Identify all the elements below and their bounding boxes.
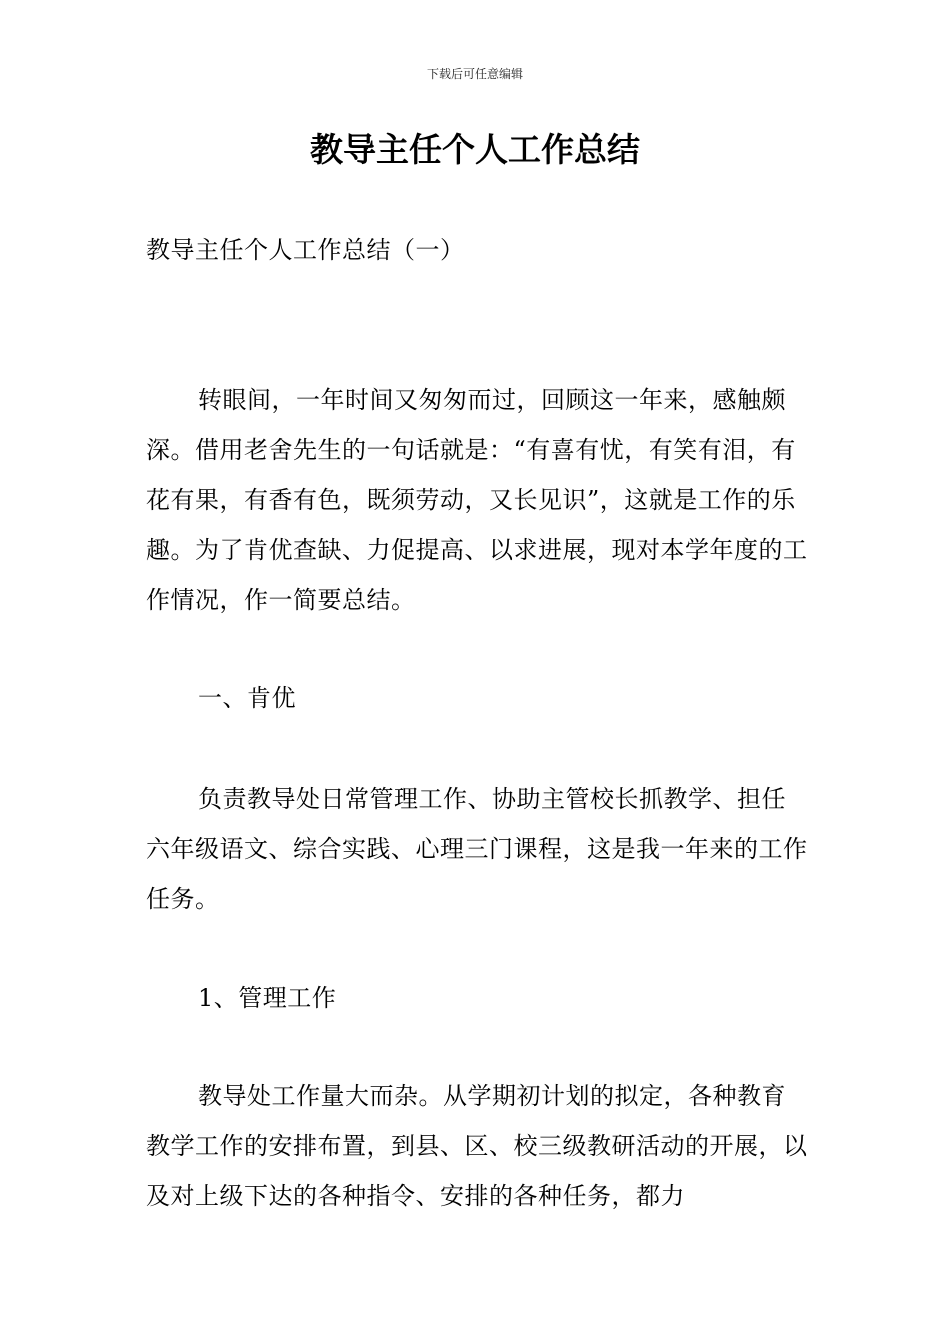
paragraph-intro: 转眼间，一年时间又匆匆而过，回顾这一年来，感触颇深。借用老舍先生的一句话就是：“有喜有忧，有笑有泪，有花有果，有香有色，既须劳动，又长见识”，这就是工作的乐趣。为了肯优查缺、力促提高、以求进展，现对本学年度的工作情况，作一简要总结。 (146, 386, 808, 614)
page-header-note: 下载后可任意编辑 (426, 67, 523, 81)
document-subtitle: 教导主任个人工作总结（一） (146, 236, 465, 264)
sub-heading: 1、管理工作 (198, 984, 337, 1012)
document-title: 教导主任个人工作总结 (310, 130, 640, 169)
paragraph-management: 教导处工作量大而杂。从学期初计划的拟定，各种教育教学工作的安排布置，到县、区、校三级教研活动的开展，以及对上级下达的各种指令、安排的各种任务，都力 (146, 1082, 808, 1210)
section-heading: 一、肯优 (198, 684, 296, 712)
paragraph-duties: 负责教导处日常管理工作、协助主管校长抓教学、担任六年级语文、综合实践、心理三门课程，这是我一年来的工作任务。 (146, 785, 808, 913)
